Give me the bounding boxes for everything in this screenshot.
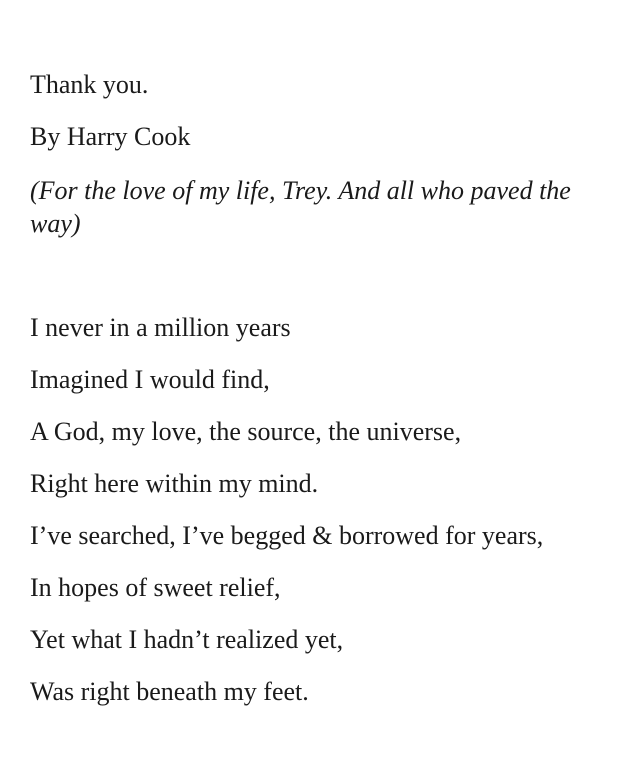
poem-dedication: (For the love of my life, Trey. And all who paved the way) [30,176,571,238]
poem-line: A God, my love, the source, the universe, [30,417,462,446]
poem-line: I’ve searched, I’ve begged & borrowed for years, [30,521,544,550]
poem-line: Yet what I hadn’t realized yet, [30,625,344,654]
poem-line: Was right beneath my feet. [30,677,309,706]
poem-line: Imagined I would find, [30,365,270,394]
poem-line: In hopes of sweet relief, [30,573,281,602]
poem-byline: By Harry Cook [30,122,191,151]
poem-line: I never in a million years [30,313,291,342]
poem-title: Thank you. [30,70,149,99]
poem-line: Right here within my mind. [30,469,319,498]
